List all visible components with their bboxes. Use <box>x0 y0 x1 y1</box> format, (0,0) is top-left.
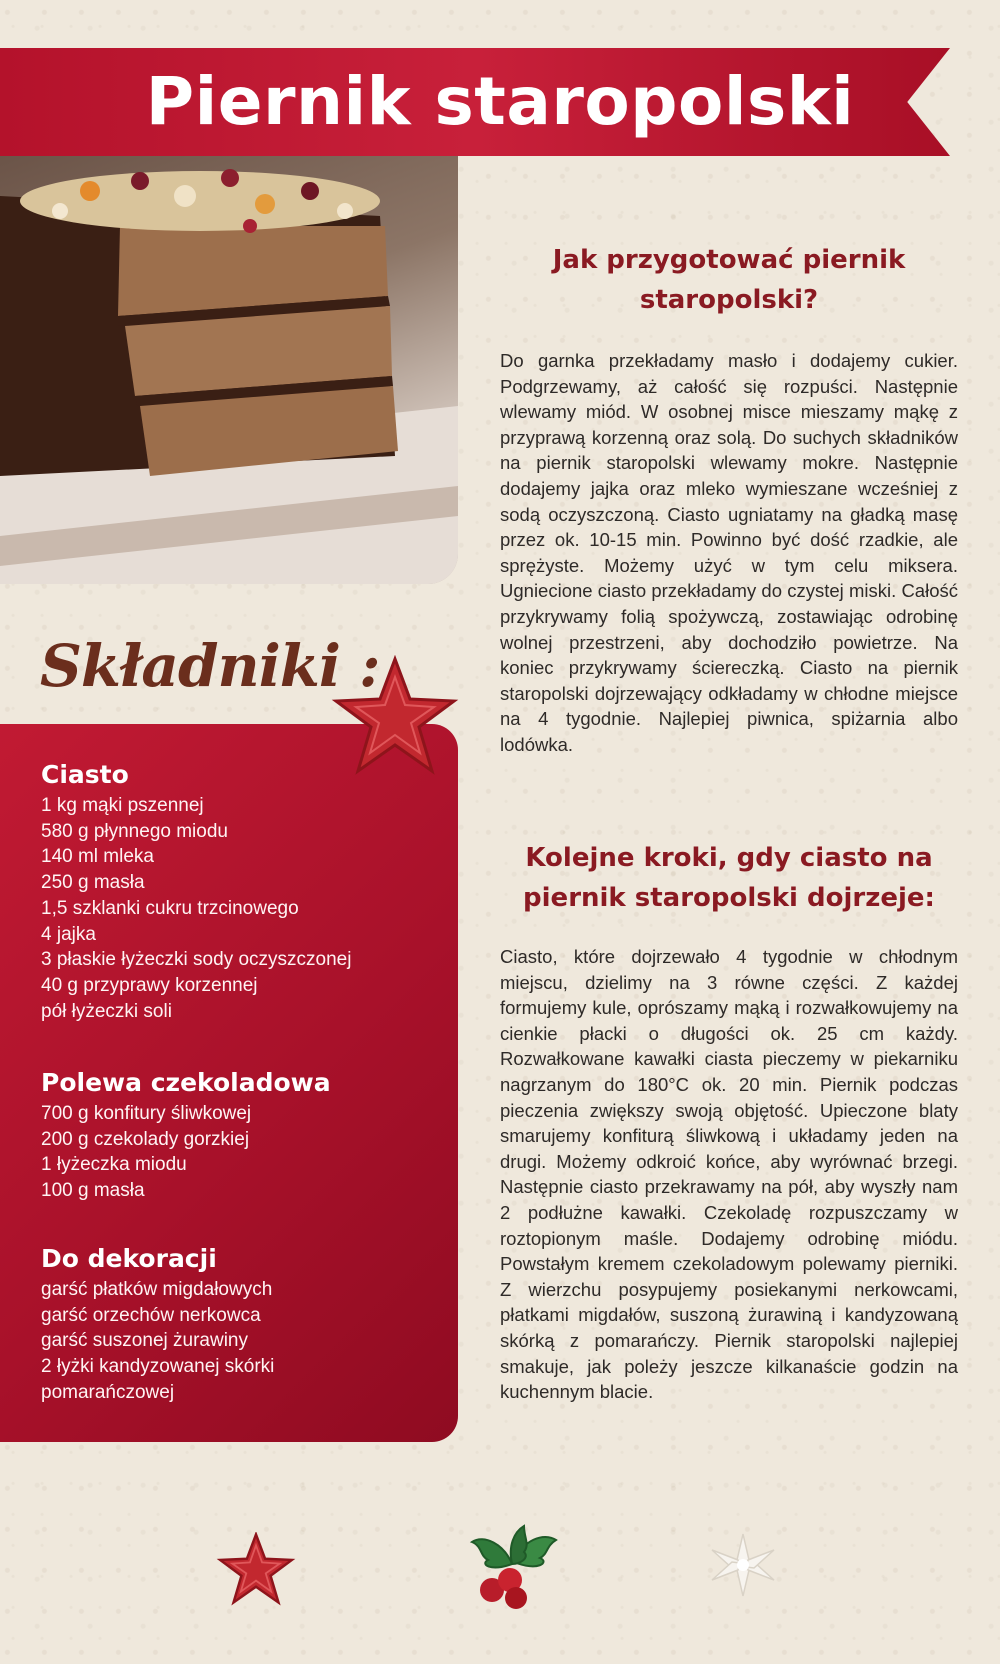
ingredients-section-decoration <box>41 1244 274 1406</box>
list-item: 3 płaskie łyżeczki sody oczyszczonej <box>41 949 352 971</box>
preparation-text: Do garnka przekładamy masło i dodajemy cukier. Podgrzewamy, aż całość się rozpuści. Następnie wlewamy miód. W osobnej misce mieszamy mąkę z przyprawą korzenną oraz solą. Do suchych składników na piernik staropolski wlewamy mokre. Następnie dodajemy jajka oraz mleko wymieszane wcześniej z sodą oczyszczoną. Ciasto ugniatamy na gładką masę przez ok. 10-15 min. Powinno być dość rzadkie, ale sprężyste. Możemy użyć w tym celu miksera. Ugniecione ciasto przekładamy do czystej miski. Całość przykrywamy folią spożywczą, zostawiając odrobinę wolnej przestrzeni, aby dochodziło powietrze. Na koniec przykrywamy ściereczką. Ciasto na piernik staropolski dojrzewający odkładamy w chłodne miejsce na 4 tygodnie. Najlepiej piwnica, spiżarnia albo lodówka. <box>500 350 958 755</box>
list-item: 1 łyżeczka miodu <box>41 1154 187 1176</box>
ingredients-panel <box>0 724 458 1442</box>
ingredients-section-dough <box>41 760 351 1024</box>
preparation-heading: Jak przygotować piernik staropolski? <box>552 245 906 315</box>
section-title: Do dekoracji <box>41 1244 217 1273</box>
next-steps-text: Ciasto, które dojrzewało 4 tygodnie w chłodnym miejscu, dzielimy na 3 równe części. Z każdej formujemy kule, oprószamy mąką i rozwałkowujemy na cienkie płacki o długości ok. 25 cm każdy. Rozwałkowane kawałki ciasta pieczemy w piekarniku nagrzanym do 180°C ok. 20 min. Piernik podczas pieczenia zwiększy swoją objętość. Upieczone blaty smarujemy konfiturą śliwkową i układamy jeden na drugi. Możemy odkroić końce, aby wyrównać brzegi. Następnie ciasto przekrawamy na pół, aby wyszły nam 2 podłużne kawałki. Czekoladę rozpuszczamy w roztopionym maśle. Dodajemy odrobinę miódu. Powstałym kremem czekoladowym polewamy pierniki. Z wierzchu posypujemy posiekanymi nerkowcami, płatkami migdałów, suszoną żurawiną i kandyzowaną skórką z pomarańczy. Piernik staropolski najlepiej smakuje, jak poleży jeszcze kilkanaście godzin na kuchennym blacie. <box>500 946 958 1403</box>
section-title: Ciasto <box>41 760 129 789</box>
cake-illustration <box>0 156 458 584</box>
list-item: 2 łyżki kandyzowanej skórki <box>41 1356 275 1378</box>
next-steps-heading: Kolejne kroki, gdy ciasto na piernik staropolski dojrzeje: <box>523 843 935 913</box>
red-star-ornament-icon <box>330 655 460 780</box>
list-item: 200 g czekolady gorzkiej <box>41 1128 250 1150</box>
red-star-ornament-icon <box>216 1532 296 1608</box>
list-item: 580 g płynnego miodu <box>41 820 228 842</box>
list-item: 40 g przyprawy korzennej <box>41 974 258 996</box>
list-item: 1 kg mąki pszennej <box>41 795 204 816</box>
list-item: pomarańczowej <box>41 1381 175 1403</box>
ingredient-list <box>41 1101 331 1204</box>
white-snowflake-icon <box>706 1530 780 1600</box>
list-item: garść orzechów nerkowca <box>41 1304 261 1326</box>
list-item: 250 g masła <box>41 872 145 894</box>
gingerbread-cake-photo <box>0 156 458 584</box>
list-item: 1,5 szklanki cukru trzcinowego <box>41 897 299 919</box>
list-item: garść płatków migdałowych <box>41 1279 273 1300</box>
list-item: 100 g masła <box>41 1180 145 1202</box>
ingredient-list <box>41 793 351 1024</box>
list-item: 700 g konfitury śliwkowej <box>41 1103 252 1124</box>
section-title: Polewa czekoladowa <box>41 1068 331 1097</box>
list-item: 140 ml mleka <box>41 846 154 868</box>
holly-berries-icon <box>464 1524 560 1610</box>
page-title: Piernik staropolski <box>145 63 855 140</box>
list-item: 4 jajka <box>41 923 96 945</box>
preparation-section <box>500 240 958 758</box>
ingredients-section-glaze <box>41 1068 331 1204</box>
ingredients-heading: Składniki : <box>40 632 380 700</box>
next-steps-section <box>500 838 958 1405</box>
list-item: garść suszonej żurawiny <box>41 1330 248 1352</box>
list-item: pół łyżeczki soli <box>41 1000 172 1022</box>
ingredient-list <box>41 1277 274 1406</box>
